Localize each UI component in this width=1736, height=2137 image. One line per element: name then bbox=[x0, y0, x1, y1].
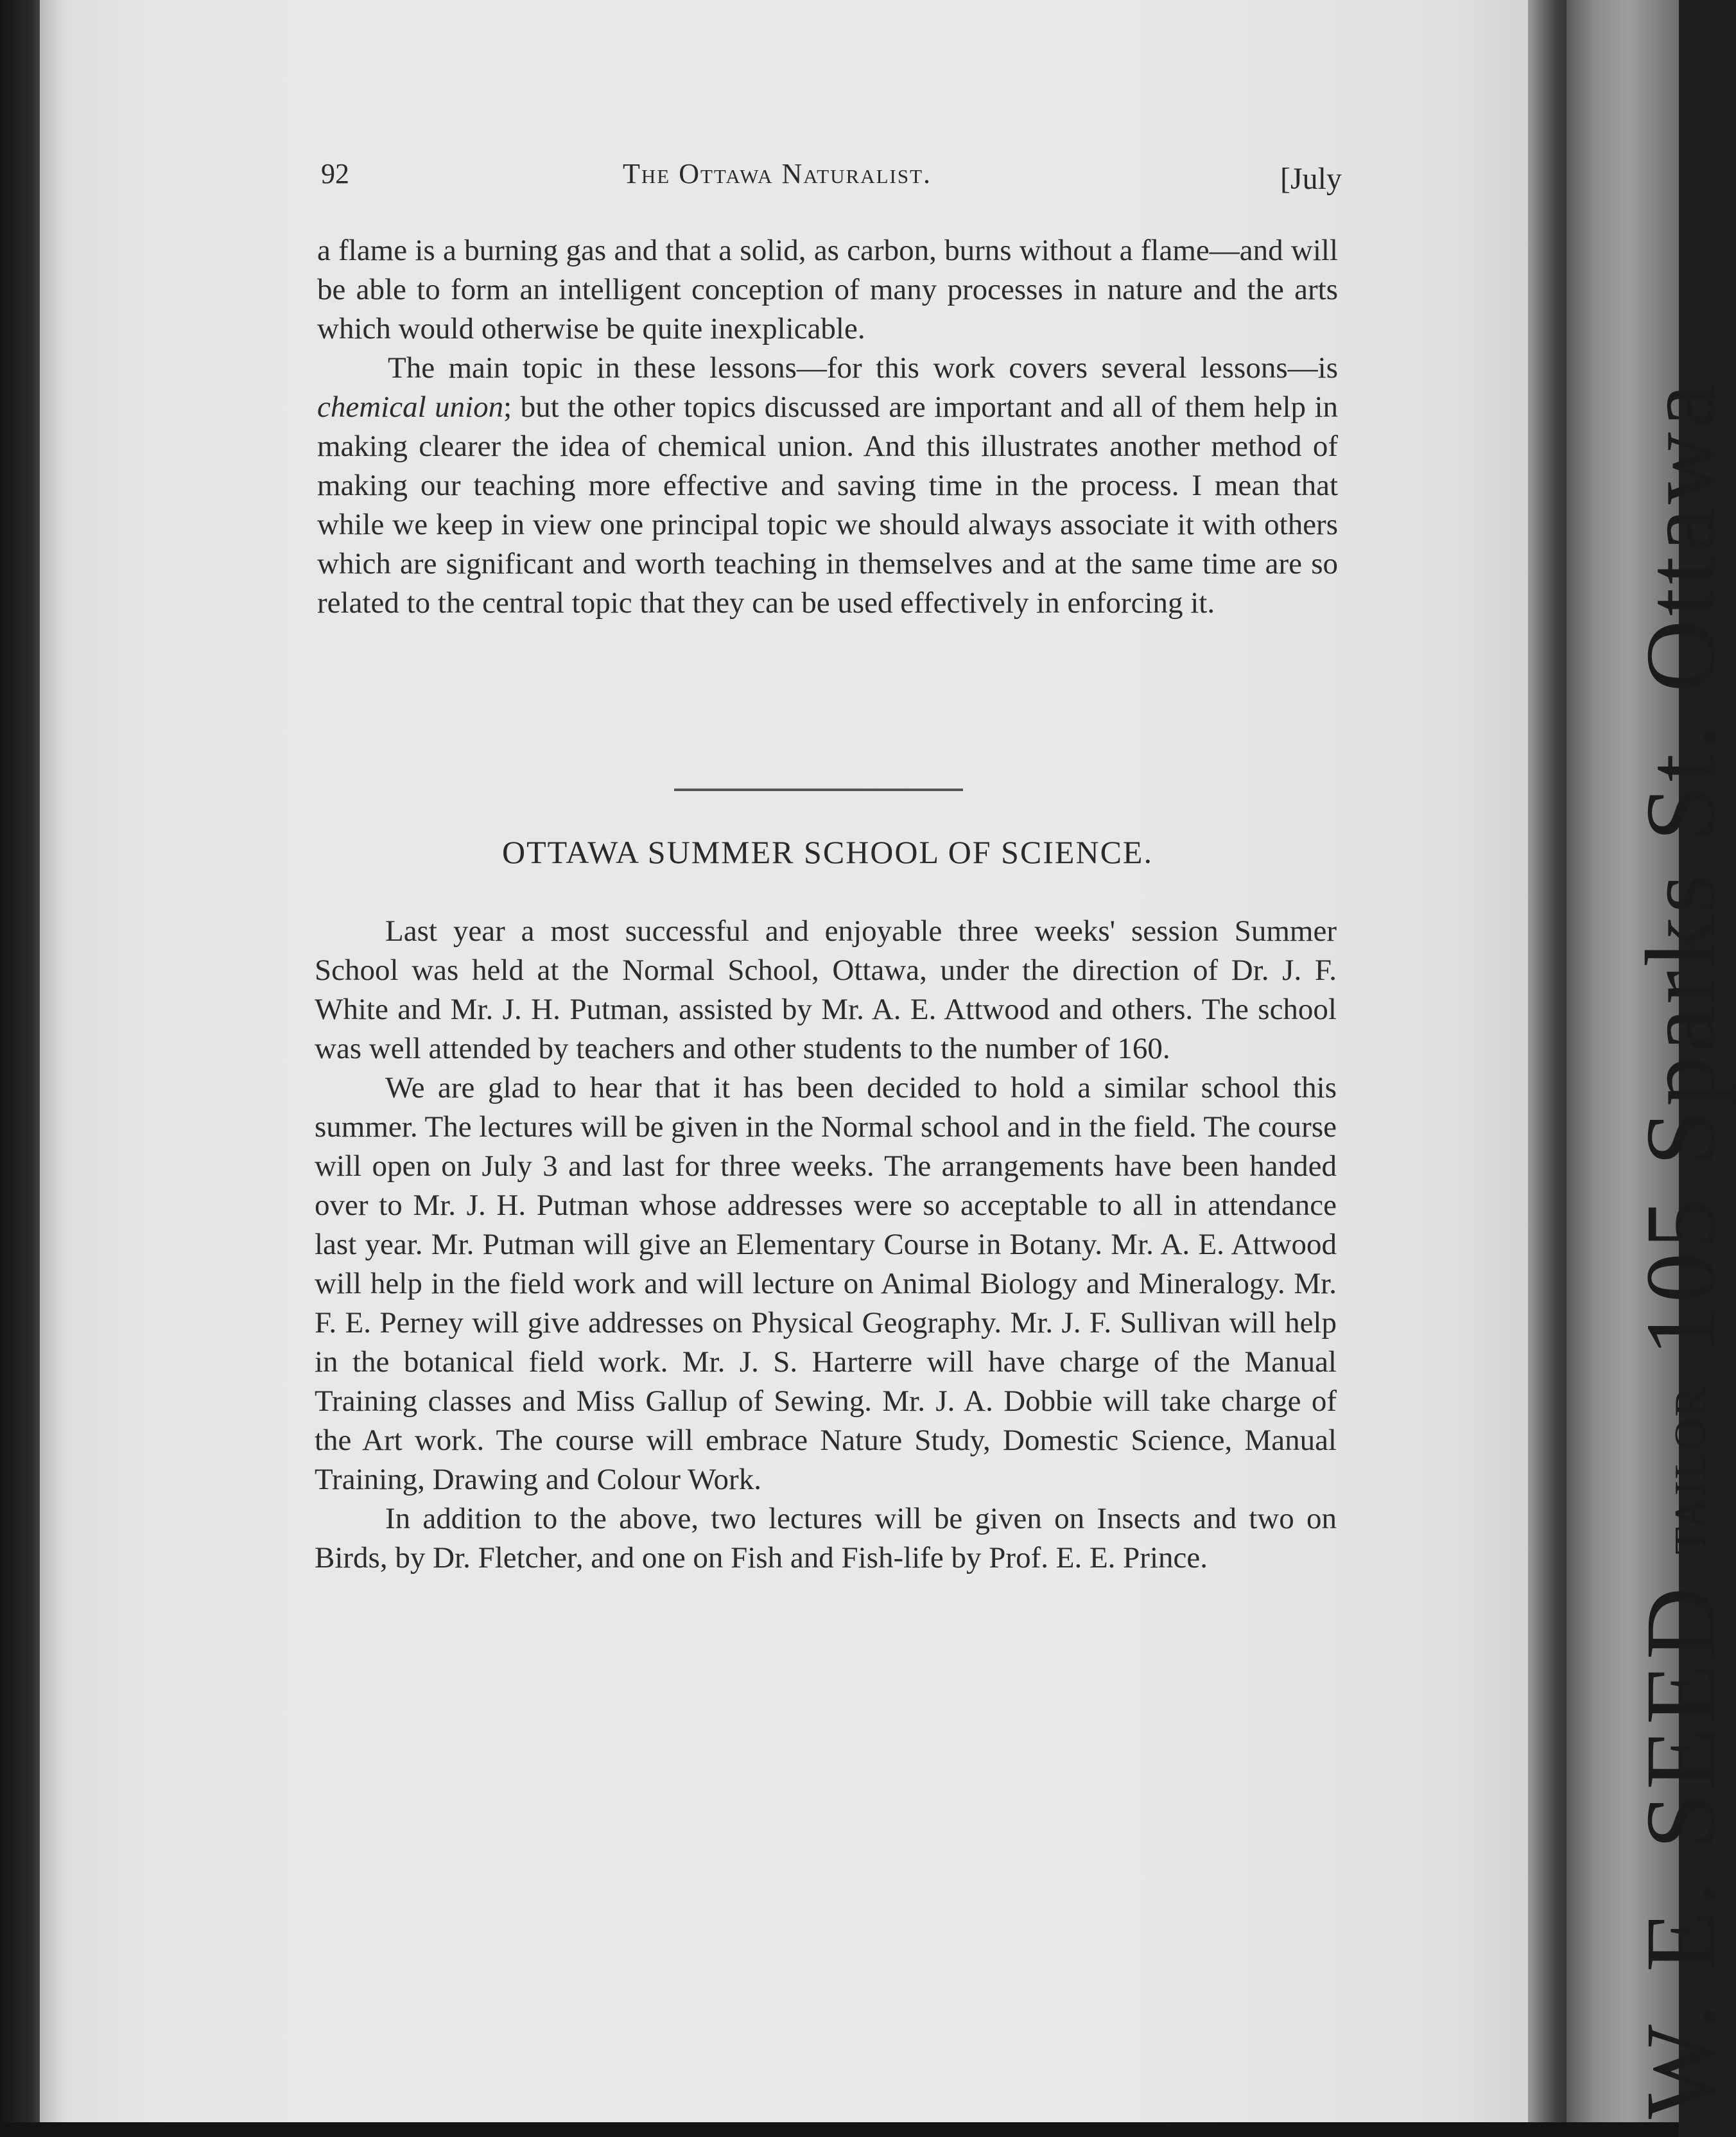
section-title: OTTAWA SUMMER SCHOOL OF SCIENCE. bbox=[502, 834, 1153, 870]
article-continuation bbox=[317, 231, 1338, 623]
paragraph-text: The main topic in these lessons—for this work covers several lessons—is bbox=[388, 351, 1338, 385]
issue-month: [July bbox=[1280, 162, 1342, 196]
paragraph bbox=[317, 349, 1338, 623]
paragraph: In addition to the above, two lectures will be given on Insects and two on Birds, by Dr. Fletcher, and one on Fish and Fish-life by Prof. E. E. Prince. bbox=[315, 1502, 1337, 1574]
section-body bbox=[315, 881, 1337, 1578]
advertisement-trade: TAILOR bbox=[1666, 1385, 1716, 1555]
paragraph: a flame is a burning gas and that a solid, as carbon, burns without a flame—and will be able to form an intelligent conception of many processes in nature and the arts which would otherwise be quite inexplicable. bbox=[317, 234, 1338, 345]
page-header bbox=[321, 151, 1342, 209]
adjacent-page-advertisement bbox=[1567, 0, 1736, 2137]
page-number: 92 bbox=[321, 158, 349, 189]
section-divider bbox=[674, 789, 963, 791]
paragraph-text: ; but the other topics discussed are important and all of them help in making clearer the idea of chemical union. And this illustrates another method of making our teaching more effective and saving time in the process. I mean that while we keep in view one principal topic we should always associate it with others which are significant and worth teaching in themselves and at the same time are so related to the central topic that they can be used effectively in enforcing it. bbox=[317, 390, 1339, 620]
advertisement-name: W. E. SEED bbox=[1625, 1583, 1736, 2119]
paragraph: We are glad to hear that it has been decided to hold a similar school this summer. The lectures will be given in the Normal school and in the field. The course will open on July 3 and last for three weeks. The arrangements have been handed over to Mr. J. H. Putman whose addresses were so acceptable to all in attendance last year. Mr. Putman will give an Elementary Course in Botany. Mr. A. E. Attwood will help in the field work and will lecture on Animal Biology and Mineralogy. Mr. F. E. Perney will give addresses on Physical Geography. Mr. J. F. Sullivan will help in the botanical field work. Mr. J. S. Harterre will have charge of the Manual Training classes and Miss Gallup of Sewing. Mr. J. A. Dobbie will take charge of the Art work. The course will embrace Nature Study, Domestic Science, Manual Training, Drawing and Colour Work. bbox=[315, 1071, 1337, 1496]
emphasis-text: chemical union bbox=[317, 390, 504, 424]
running-title: The Ottawa Naturalist. bbox=[623, 158, 932, 189]
section-spacer bbox=[315, 881, 1337, 912]
scan-bottom-edge bbox=[0, 2122, 1679, 2137]
advertisement-text bbox=[1625, 379, 1736, 2119]
paragraph: Last year a most successful and enjoyable three weeks' session Summer School was held at the Normal School, Ottawa, under the direction of Dr. J. F. White and Mr. J. H. Putman, assisted by Mr. A. E. Attwood and others. The school was well attended by teachers and other students to the number of 160. bbox=[315, 914, 1337, 1065]
advertisement-address: 105 Sparks St. Ottawa bbox=[1625, 379, 1736, 1357]
binding-edge bbox=[0, 0, 45, 2137]
